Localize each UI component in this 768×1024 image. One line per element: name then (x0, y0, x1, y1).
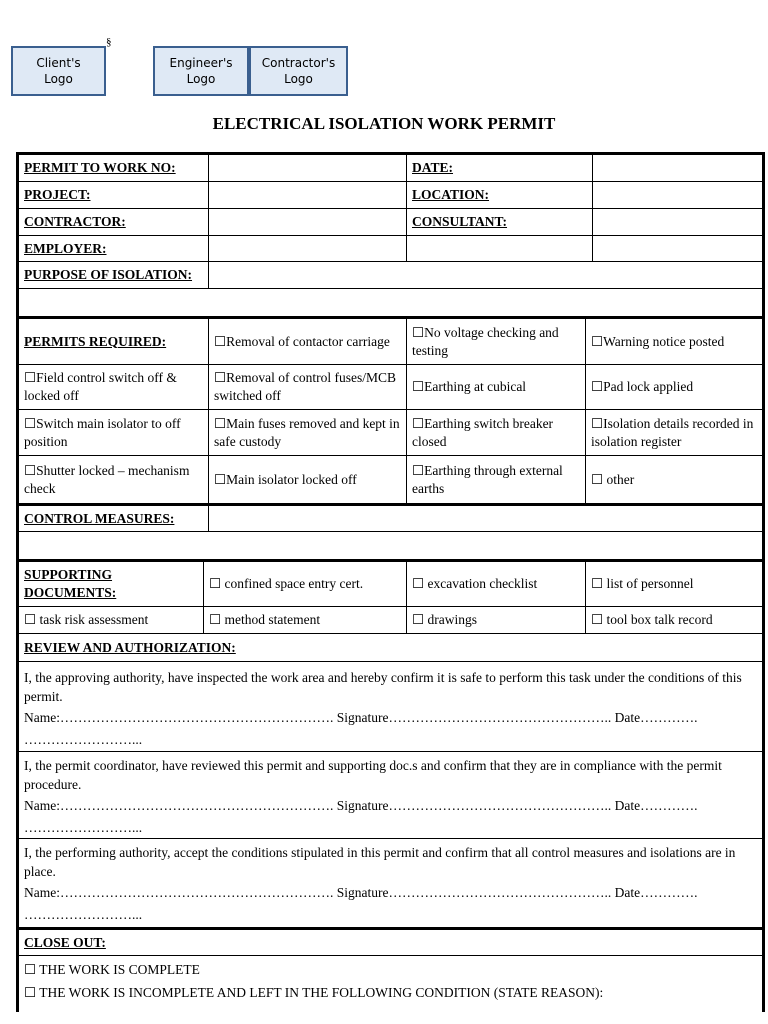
permit-checkbox[interactable]: ☐Main fuses removed and kept in safe custody (214, 415, 400, 449)
document-checkbox[interactable]: ☐ list of personnel (591, 576, 694, 591)
permit-checkbox[interactable]: ☐Earthing at cubical (412, 379, 527, 394)
date-label: DATE: (412, 160, 454, 175)
document-checkbox[interactable]: ☐ method statement (209, 612, 321, 627)
document-checkbox[interactable]: ☐ excavation checklist (412, 576, 538, 591)
permit-checkbox[interactable]: ☐Earthing through external earths (412, 462, 563, 496)
review-label: REVIEW AND AUTHORIZATION: (24, 639, 236, 655)
permits-required-label: PERMITS REQUIRED: (24, 333, 167, 349)
document-checkbox[interactable]: ☐ tool box talk record (591, 612, 713, 627)
engineer-logo (153, 46, 249, 96)
contractor-logo (249, 46, 348, 96)
document-checkbox[interactable]: ☐ drawings (412, 612, 477, 627)
performing-authority-sign-line-cont: ……………………... (24, 907, 143, 922)
performing-authority-sign-line[interactable]: Name:……………………………………………………. Signature………………………………………….. Date…………. (24, 885, 698, 900)
location-field[interactable] (593, 182, 762, 208)
control-measures-field[interactable] (209, 506, 762, 531)
approving-authority-sign-line[interactable]: Name:……………………………………………………. Signature………………………………………….. Date…………. (24, 710, 698, 725)
permit-checkbox[interactable]: ☐No voltage checking and testing (412, 324, 559, 358)
contractor-field[interactable] (209, 209, 406, 235)
permit-no-label: PERMIT TO WORK NO: (24, 160, 176, 175)
project-field[interactable] (209, 182, 406, 208)
purpose-label: PURPOSE OF ISOLATION: (24, 267, 193, 282)
consultant-field[interactable] (593, 209, 762, 235)
permit-no-field[interactable] (209, 155, 406, 181)
close-out-label: CLOSE OUT: (24, 934, 106, 950)
approving-authority-statement: I, the approving authority, have inspected the work area and hereby confirm it is safe to perform this task under the conditions of this permit. (24, 670, 742, 704)
purpose-detail-field[interactable] (19, 289, 762, 316)
close-out-complete-checkbox[interactable]: ☐ THE WORK IS COMPLETE (24, 962, 200, 977)
control-measures-detail-field[interactable] (19, 532, 762, 559)
employer-field[interactable] (209, 236, 406, 261)
permit-checkbox[interactable]: ☐Switch main isolator to off position (24, 415, 181, 449)
permit-coordinator-statement: I, the permit coordinator, have reviewed this permit and supporting doc.s and confirm that they are in compliance with the permit procedure. (24, 758, 722, 792)
permit-checkbox[interactable]: ☐Warning notice posted (591, 333, 725, 349)
document-checkbox[interactable]: ☐ task risk assessment (24, 612, 149, 627)
document-checkbox[interactable]: ☐ confined space entry cert. (209, 576, 364, 591)
client-logo-text: Client's Logo (36, 56, 81, 86)
employer-extra-field-2[interactable] (593, 236, 762, 261)
permit-checkbox[interactable]: ☐Earthing switch breaker closed (412, 415, 554, 449)
permit-checkbox[interactable]: ☐Isolation details recorded in isolation register (591, 415, 754, 449)
consultant-label: CONSULTANT: (412, 214, 508, 229)
permit-checkbox[interactable]: ☐ other (591, 471, 635, 487)
permit-checkbox[interactable]: ☐Field control switch off & locked off (24, 370, 177, 403)
purpose-field[interactable] (209, 262, 762, 288)
permit-checkbox[interactable]: ☐Removal of contactor carriage (214, 333, 390, 349)
project-label: PROJECT: (24, 187, 91, 202)
supporting-documents-label: SUPPORTING DOCUMENTS: (24, 567, 117, 600)
performing-authority-statement: I, the performing authority, accept the conditions stipulated in this permit and confirm that all control measures and isolations are in place. (24, 845, 736, 879)
engineer-logo-text: Engineer's Logo (169, 56, 233, 86)
location-label: LOCATION: (412, 187, 490, 202)
section-marker: § (106, 36, 112, 48)
document-title: ELECTRICAL ISOLATION WORK PERMIT (212, 114, 556, 133)
permit-checkbox[interactable]: ☐Main isolator locked off (214, 471, 357, 487)
contractor-label: CONTRACTOR: (24, 214, 126, 229)
permit-checkbox[interactable]: ☐Removal of control fuses/MCB switched off (214, 370, 396, 403)
permit-checkbox[interactable]: ☐Shutter locked – mechanism check (24, 462, 190, 496)
close-out-incomplete-checkbox[interactable]: ☐ THE WORK IS INCOMPLETE AND LEFT IN THE FOLLOWING CONDITION (STATE REASON): (24, 985, 604, 1000)
permit-coordinator-sign-line[interactable]: Name:……………………………………………………. Signature………………………………………….. Date…………. (24, 798, 698, 813)
date-field[interactable] (593, 155, 762, 181)
approving-authority-sign-line-cont: ……………………... (24, 732, 143, 747)
permit-coordinator-sign-line-cont: ……………………... (24, 820, 143, 835)
control-measures-label: CONTROL MEASURES: (24, 510, 175, 526)
client-logo (11, 46, 106, 96)
employer-label: EMPLOYER: (24, 240, 107, 256)
employer-extra-field[interactable] (407, 236, 592, 261)
permit-checkbox[interactable]: ☐Pad lock applied (591, 379, 694, 394)
contractor-logo-text: Contractor's Logo (261, 56, 336, 86)
